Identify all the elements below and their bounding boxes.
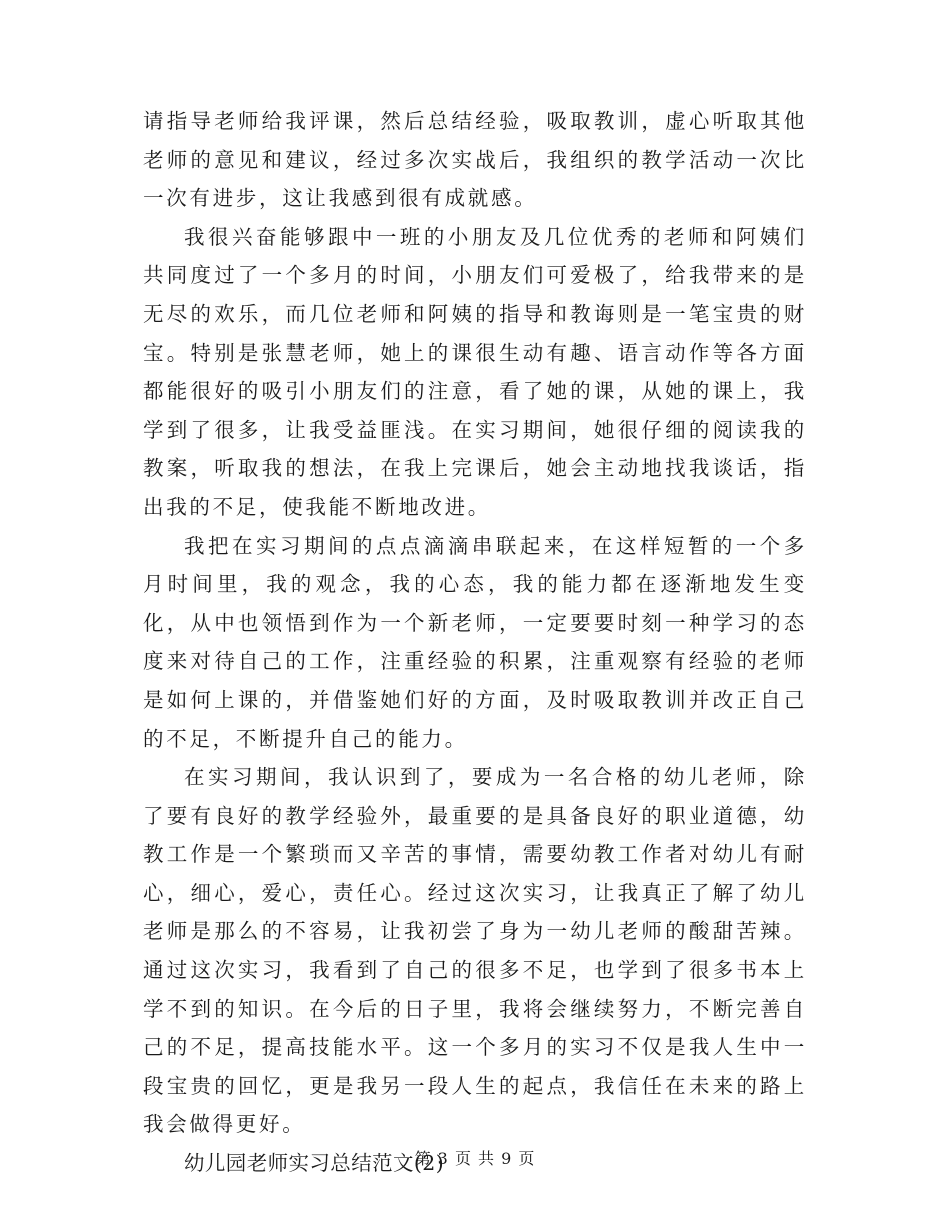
paragraph-conclusion: 在实习期间，我认识到了，要成为一名合格的幼儿老师，除了要有良好的教学经验外，最重要的是具备良好的职业道德，幼教工作是一个繁琐而又辛苦的事情，需要幼教工作者对幼儿有耐心，细心，爱心，责任心。经过这次实习，让我真正了解了幼儿老师是那么的不容易，让我初尝了身为一幼儿老师的酸甜苦辣。通过这次实习，我看到了自己的很多不足，也学到了很多书本上学不到的知识。在今后的日子里，我将会继续努力，不断完善自己的不足，提高技能水平。这一个多月的实习不仅是我人生中一段宝贵的回忆，更是我另一段人生的起点，我信任在未来的路上我会做得更好。 — [143, 765, 807, 1137]
section-heading: 幼儿园老师实习总结范文(2) — [184, 1151, 445, 1176]
page-number: 第 3 页 共 9 页 — [414, 1149, 536, 1168]
paragraph-continuation: 请指导老师给我评课，然后总结经验，吸取教训，虚心听取其他老师的意见和建议，经过多次实战后，我组织的教学活动一次比一次有进步，这让我感到很有成就感。 — [143, 109, 807, 211]
paragraph-reflection: 我把在实习期间的点点滴滴串联起来，在这样短暂的一个多月时间里，我的观念，我的心态，我的能力都在逐渐地发生变化，从中也领悟到作为一个新老师，一定要要时刻一种学习的态度来对待自己的工作，注重经验的积累，注重观察有经验的老师是如何上课的，并借鉴她们好的方面，及时吸取教训并改正自己的不足，不断提升自己的能力。 — [143, 533, 807, 751]
paragraph-thanks: 我很兴奋能够跟中一班的小朋友及几位优秀的老师和阿姨们共同度过了一个多月的时间，小朋友们可爱极了，给我带来的是无尽的欢乐，而几位老师和阿姨的指导和教诲则是一笔宝贵的财宝。特别是张慧老师，她上的课很生动有趣、语言动作等各方面都能很好的吸引小朋友们的注意，看了她的课，从她的课上，我学到了很多，让我受益匪浅。在实习期间，她很仔细的阅读我的教案，听取我的想法，在我上完课后，她会主动地找我谈话，指出我的不足，使我能不断地改进。 — [143, 224, 807, 519]
document-body — [143, 102, 807, 1183]
page-footer — [0, 1146, 950, 1169]
